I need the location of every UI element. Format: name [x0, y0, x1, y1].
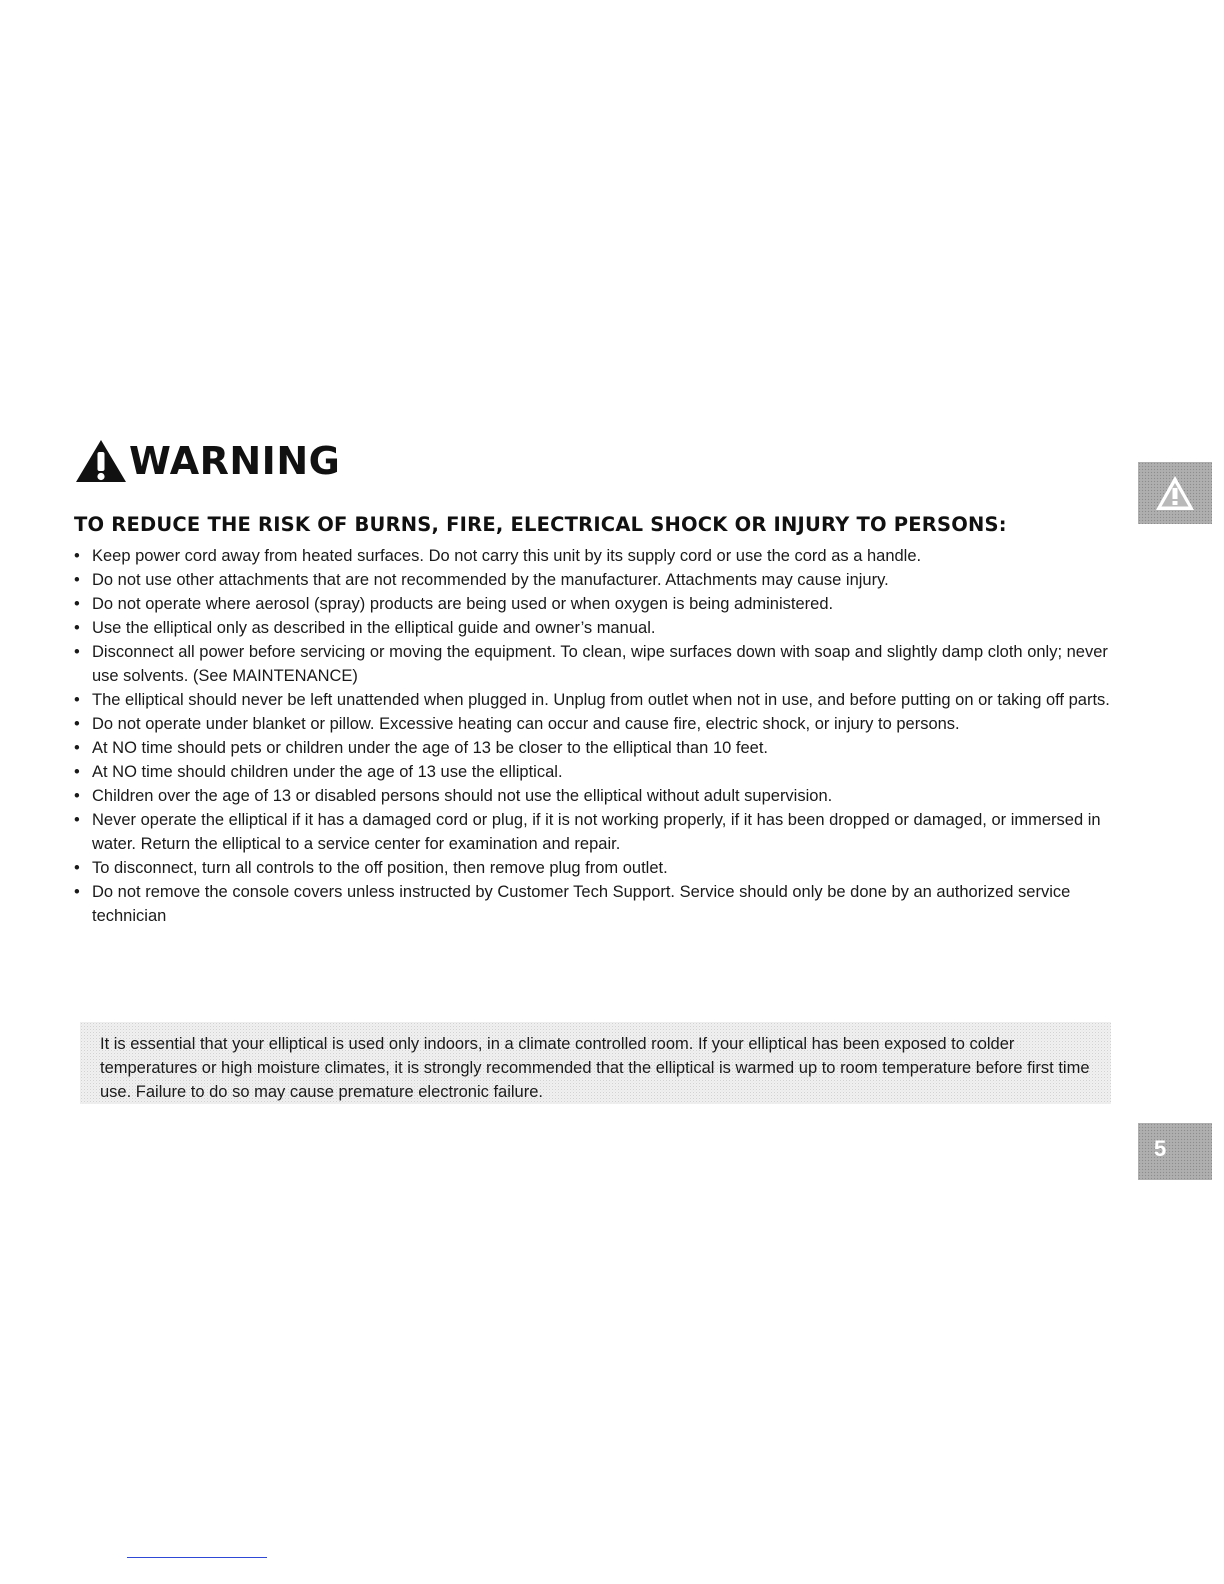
list-item-text: Do not remove the console covers unless instructed by Customer Tech Support. Service should only be done by an authorized service technician [92, 883, 1071, 925]
bullet-marker: • [74, 859, 80, 878]
bullet-marker: • [74, 571, 80, 590]
bullet-marker: • [74, 763, 80, 782]
warning-title: WARNING [129, 439, 341, 483]
list-item-text: Keep power cord away from heated surfaces. Do not carry this unit by its supply cord or use the cord as a handle. [92, 547, 922, 565]
list-item-text: At NO time should children under the age of 13 use the elliptical. [92, 763, 563, 782]
bullet-marker: • [74, 787, 80, 806]
warning-heading [74, 436, 340, 486]
safety-instructions-list [74, 545, 1114, 929]
risk-subheading: TO REDUCE THE RISK OF BURNS, FIRE, ELECTRICAL SHOCK OR INJURY TO PERSONS: [74, 513, 1007, 536]
bullet-marker: • [74, 619, 80, 638]
list-item [74, 593, 1114, 617]
list-item [74, 641, 1114, 688]
list-item-text: The elliptical should never be left unattended when plugged in. Unplug from outlet when not in use, and before putting on or taking off parts. [92, 690, 1110, 709]
side-tab-page-number [1138, 1123, 1212, 1180]
warning-triangle-icon [74, 438, 128, 484]
footer-rule [127, 1557, 267, 1558]
list-item [74, 857, 1114, 881]
side-tab-warning [1138, 462, 1212, 524]
list-item [74, 569, 1114, 593]
bullet-marker: • [74, 811, 80, 830]
list-item [74, 761, 1114, 785]
list-item-text: Use the elliptical only as described in the elliptical guide and owner’s manual. [92, 619, 656, 638]
bullet-marker: • [74, 883, 80, 902]
list-item-text: At NO time should pets or children under the age of 13 be closer to the elliptical than 10 feet. [92, 739, 768, 758]
bullet-marker: • [74, 690, 80, 709]
list-item [74, 617, 1114, 641]
bullet-marker: • [74, 547, 80, 565]
bullet-marker: • [74, 595, 80, 614]
list-item [74, 545, 1114, 569]
list-item [74, 785, 1114, 809]
list-item-text: Disconnect all power before servicing or moving the equipment. To clean, wipe surfaces down with soap and slightly damp cloth only; never use solvents. (See MAINTENANCE) [92, 643, 1108, 685]
list-item-text: Do not use other attachments that are not recommended by the manufacturer. Attachments may cause injury. [92, 571, 889, 590]
page-number: 5 [1154, 1136, 1167, 1161]
list-item-text: Children over the age of 13 or disabled persons should not use the elliptical without adult supervision. [92, 787, 833, 806]
bullet-marker: • [74, 715, 80, 734]
list-item-text: Do not operate where aerosol (spray) products are being used or when oxygen is being administered. [92, 595, 834, 614]
list-item [74, 881, 1114, 928]
list-item [74, 689, 1114, 713]
list-item [74, 809, 1114, 856]
notice-text: It is essential that your elliptical is used only indoors, in a climate controlled room. If your elliptical has been exposed to colder temperatures or high moisture climates, it is strongly recommended that the elliptical is warmed up to room temperature before first time use. Failure to do so may cause premature electronic failure. [100, 1035, 1090, 1101]
list-item-text: To disconnect, turn all controls to the off position, then remove plug from outlet. [92, 859, 668, 878]
warning-triangle-icon [1153, 473, 1197, 513]
list-item [74, 737, 1114, 761]
list-item [74, 713, 1114, 737]
list-item-text: Do not operate under blanket or pillow. Excessive heating can occur and cause fire, electric shock, or injury to persons. [92, 715, 960, 734]
indoor-use-notice [80, 1022, 1111, 1104]
bullet-marker: • [74, 739, 80, 758]
list-item-text: Never operate the elliptical if it has a damaged cord or plug, if it is not working properly, if it has been dropped or damaged, or immersed in water. Return the elliptical to a service center for examination and repair. [92, 811, 1101, 853]
bullet-marker: • [74, 643, 80, 662]
